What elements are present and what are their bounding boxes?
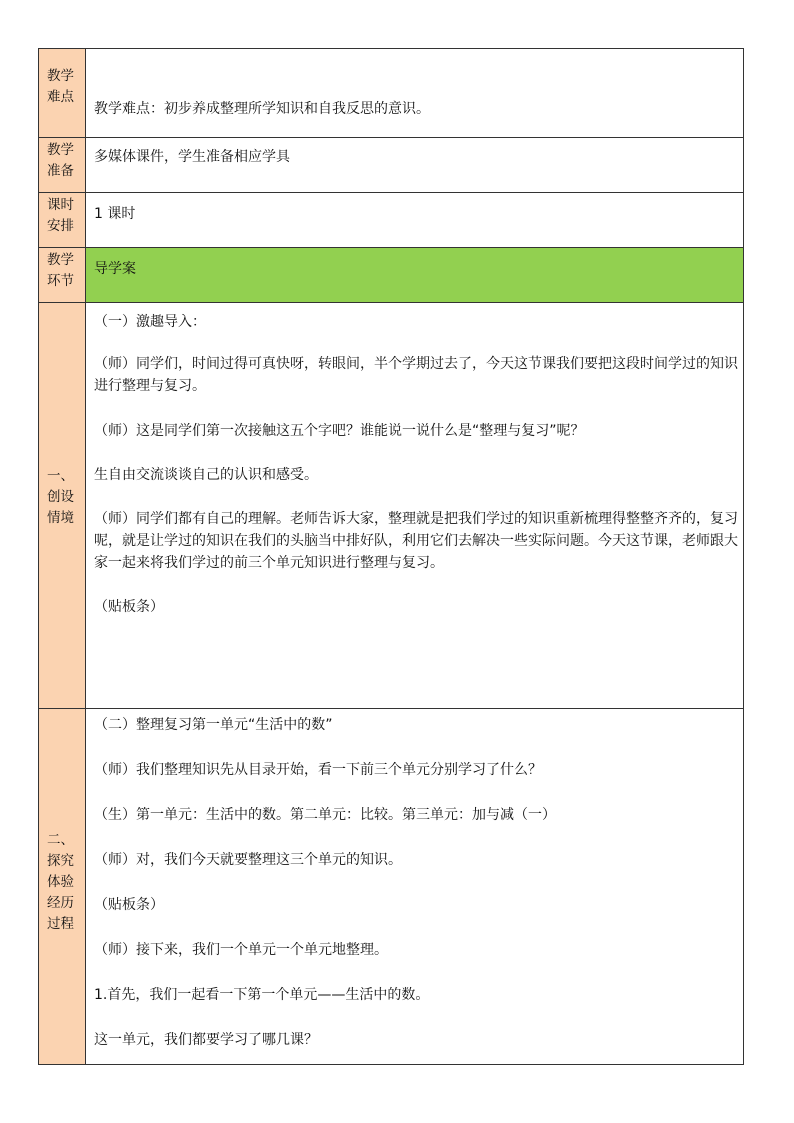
teaching-preparation-text: 多媒体课件，学生准备相应学具: [94, 149, 290, 165]
paragraph: 生自由交流谈谈自己的认识和感受。: [94, 467, 318, 483]
content-section-2: [86, 709, 744, 1065]
paragraph: （贴板条）: [94, 599, 164, 615]
teaching-difficulty-text: 教学难点：初步养成整理所学知识和自我反思的意识。: [94, 101, 430, 117]
paragraph: （师）同学们，时间过得可真快呀，转眼间，半个学期过去了，今天这节课我们要把这段时间学过的知识进行整理与复习。: [94, 356, 738, 394]
content-class-hours: [86, 193, 744, 248]
label-line: 探究: [47, 853, 74, 869]
label-line: 安排: [47, 218, 74, 234]
paragraph: （师）同学们都有自己的理解。老师告诉大家，整理就是把我们学过的知识重新梳理得整整齐齐的，复习呢，就是让学过的知识在我们的头脑当中排好队，利用它们去解决一些实际问题。今天这节课，老师跟大家一起来将我们学过的前三个单元知识进行整理与复习。: [94, 511, 738, 571]
label-teaching-preparation: [39, 138, 86, 193]
label-line: 一、: [47, 468, 74, 484]
paragraph: （二）整理复习第一单元“生活中的数”: [94, 717, 333, 733]
label-line: 教学: [47, 68, 74, 84]
paragraph: （师）接下来，我们一个单元一个单元地整理。: [94, 942, 388, 958]
label-line: 创设: [47, 489, 74, 505]
label-teaching-difficulty: [39, 49, 86, 138]
row-teaching-stage: [39, 248, 744, 303]
label-line: 教学: [47, 142, 74, 158]
row-teaching-difficulty: [39, 49, 744, 138]
label-section-1: [39, 303, 86, 709]
label-line: 过程: [47, 916, 74, 932]
paragraph: 1.首先，我们一起看一下第一个单元——生活中的数。: [94, 987, 430, 1003]
lesson-plan-table: [38, 48, 744, 1065]
label-section-2: [39, 709, 86, 1065]
label-line: 二、: [47, 832, 74, 848]
paragraph: （师）这是同学们第一次接触这五个字吧？谁能说一说什么是“整理与复习”呢？: [94, 423, 585, 439]
paragraph: （师）对，我们今天就要整理这三个单元的知识。: [94, 852, 402, 868]
paragraph: （一）激趣导入：: [94, 314, 206, 330]
label-line: 课时: [47, 197, 74, 213]
label-line: 准备: [47, 163, 74, 179]
label-line: 环节: [47, 273, 74, 289]
paragraph: （生）第一单元：生活中的数。第二单元：比较。第三单元：加与减（一）: [94, 807, 556, 823]
paragraph: 这一单元，我们都要学习了哪几课？: [94, 1032, 318, 1048]
class-hours-text: 1 课时: [94, 206, 136, 222]
content-teaching-preparation: [86, 138, 744, 193]
row-teaching-preparation: [39, 138, 744, 193]
label-line: 体验: [47, 874, 74, 890]
content-teaching-stage: [86, 248, 744, 303]
row-section-1: [39, 303, 744, 709]
paragraph: （师）我们整理知识先从目录开始，看一下前三个单元分别学习了什么？: [94, 762, 542, 778]
content-teaching-difficulty: [86, 49, 744, 138]
content-section-1: [86, 303, 744, 709]
label-class-hours: [39, 193, 86, 248]
label-line: 难点: [47, 89, 74, 105]
paragraph: （贴板条）: [94, 897, 164, 913]
row-class-hours: [39, 193, 744, 248]
label-line: 教学: [47, 252, 74, 268]
label-line: 情境: [47, 510, 74, 526]
label-teaching-stage: [39, 248, 86, 303]
row-section-2: [39, 709, 744, 1065]
label-line: 经历: [47, 895, 74, 911]
teaching-stage-text: 导学案: [94, 261, 136, 277]
